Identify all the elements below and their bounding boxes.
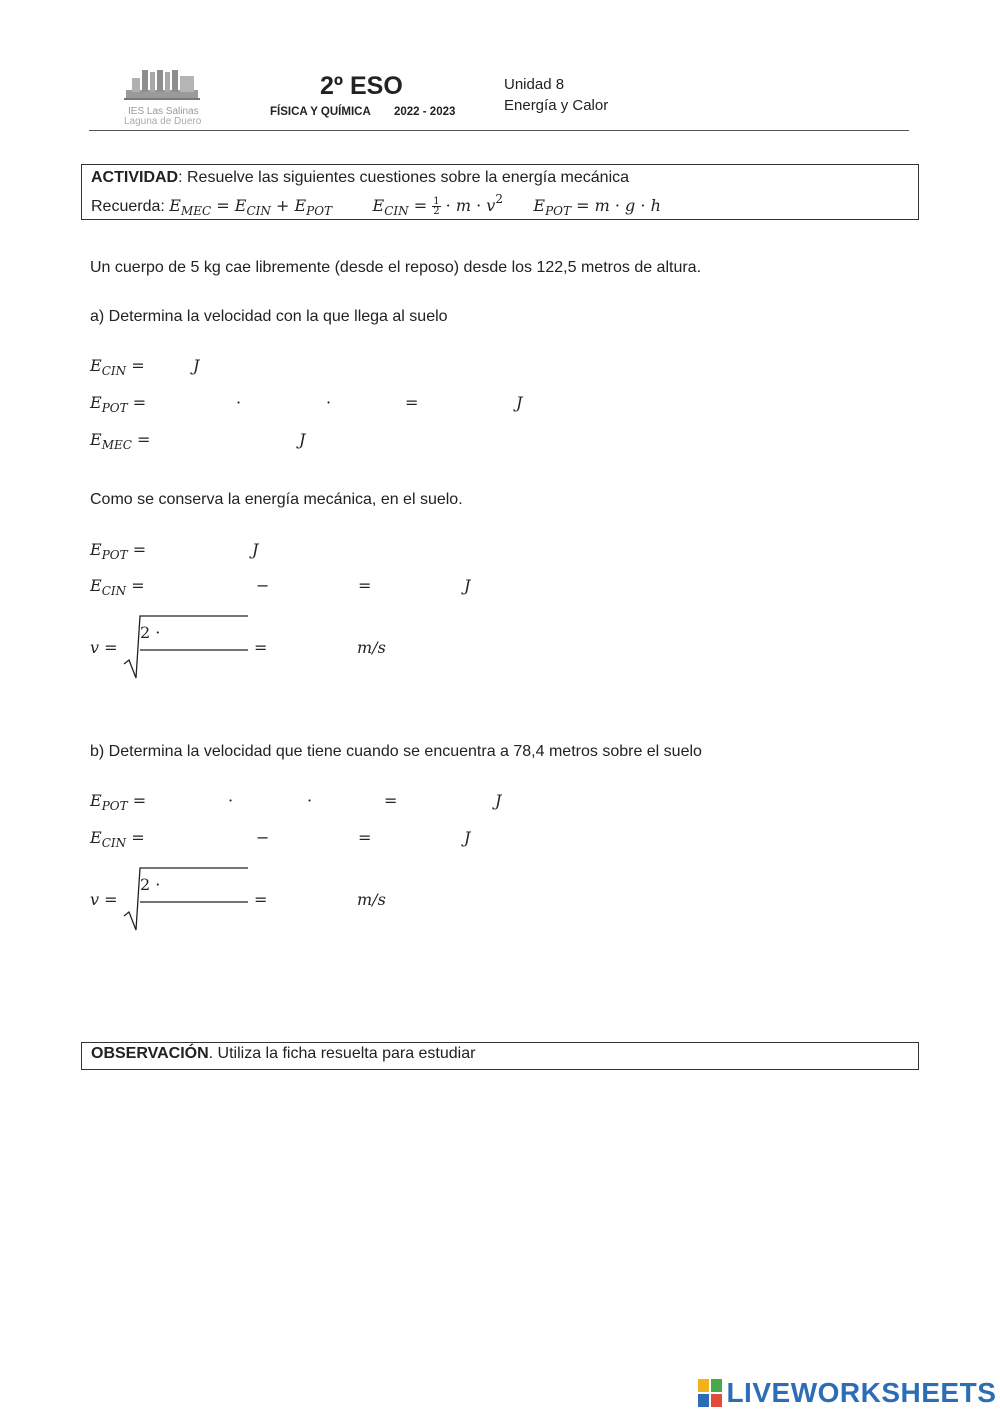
emec-a-input[interactable]: [156, 430, 300, 452]
formula-ecin: $E_{CIN} = 1$ $2 \cdot m \cdot v^2$: [372, 192, 503, 218]
epot-line-a: $E_{POT}$ = · · = J: [90, 393, 523, 415]
formula-emec: $E_{MEC} = E_{CIN} + E_{POT}$: [169, 196, 333, 218]
activity-text: : Resuelve las siguientes cuestiones sobre la energía mecánica: [178, 169, 630, 186]
epot-line-a2: $E_{POT}$ = J: [90, 540, 259, 562]
observation-box: [81, 1042, 919, 1070]
logo-text-2: Laguna de Duero: [124, 116, 202, 127]
header-divider: [89, 130, 909, 131]
epot-a2-unit: J: [252, 540, 259, 559]
ecin-line-a: $E_{CIN}$ = J: [90, 356, 550, 380]
epot-b-mass-input[interactable]: [152, 791, 230, 813]
emec-line-a: $E_{MEC}$ = J: [90, 430, 306, 452]
subject-label: FÍSICA Y QUÍMICA: [270, 106, 371, 118]
epot-line-b: $E_{POT}$ = · · = J: [90, 791, 502, 813]
logo-text-1: IES Las Salinas: [128, 106, 199, 117]
epot-b-result-input[interactable]: [404, 791, 496, 813]
ecin-a2-unit: J: [464, 576, 471, 595]
ecin-a2-epot-input[interactable]: [272, 576, 360, 598]
ecin-b-emec-input[interactable]: [152, 828, 256, 850]
liveworksheets-text: LIVEWORKSHEETS: [726, 1377, 997, 1408]
epot-a-mass-input[interactable]: [152, 393, 238, 415]
ecin-b-result-input[interactable]: [378, 828, 466, 850]
epot-b-height-input[interactable]: [320, 791, 386, 813]
sqrt-a-denominator-input[interactable]: [144, 654, 248, 676]
unit-topic: Energía y Calor: [504, 97, 609, 114]
activity-box: [81, 164, 919, 220]
ecin-line-a2: $E_{CIN}$ = − = J: [90, 576, 471, 598]
conservation-text: Como se conserva la energía mecánica, en el suelo.: [90, 491, 463, 508]
course-title: 2º ESO: [320, 72, 403, 100]
epot-a-unit: J: [516, 393, 523, 412]
activity-label: ACTIVIDAD: [91, 169, 179, 186]
problem-statement: Un cuerpo de 5 kg cae libremente (desde el reposo) desde los 122,5 metros de altura.: [90, 259, 702, 276]
epot-a2-input[interactable]: [152, 540, 254, 562]
velocity-a-input[interactable]: [274, 638, 358, 660]
school-logo: [122, 68, 202, 127]
ecin-a2-result-input[interactable]: [378, 576, 466, 598]
emec-a-unit: J: [299, 430, 306, 449]
part-b-question: b) Determina la velocidad que tiene cuando se encuentra a 78,4 metros sobre el suelo: [90, 743, 702, 760]
sqrt-b-denominator-input[interactable]: [144, 906, 248, 928]
ecin-b-epot-input[interactable]: [272, 828, 360, 850]
velocity-a-unit: m/s: [357, 638, 386, 657]
building-icon: [122, 68, 202, 102]
ecin-b-unit: J: [464, 828, 471, 847]
velocity-line-b: v = 2 · = m/s: [90, 864, 410, 934]
velocity-b-input[interactable]: [274, 890, 358, 912]
unit-label: Unidad 8: [504, 76, 565, 93]
liveworksheets-icon: [698, 1379, 722, 1407]
observation-label: OBSERVACIÓN: [91, 1045, 209, 1062]
ecin-a-unit: J: [193, 356, 200, 375]
sqrt-b-numerator-input[interactable]: [166, 875, 248, 897]
formula-epot: $E_{POT} = m \cdot g \cdot h$: [533, 196, 661, 218]
ecin-line-b: $E_{CIN}$ = − = J: [90, 828, 471, 850]
liveworksheets-logo: [698, 1377, 996, 1411]
velocity-line-a: v = 2 · = m/s: [90, 612, 410, 682]
epot-a-result-input[interactable]: [425, 393, 517, 415]
formula-line: [91, 192, 661, 218]
epot-a-gravity-input[interactable]: [248, 393, 328, 415]
velocity-b-unit: m/s: [357, 890, 386, 909]
epot-b-unit: J: [495, 791, 502, 810]
ecin-a2-emec-input[interactable]: [152, 576, 256, 598]
observation-text: . Utiliza la ficha resuelta para estudiar: [208, 1045, 476, 1062]
epot-a-height-input[interactable]: [338, 393, 406, 415]
sqrt-a-numerator-input[interactable]: [166, 623, 248, 645]
remember-label: Recuerda:: [91, 198, 170, 215]
part-a-question: a) Determina la velocidad con la que llega al suelo: [90, 308, 448, 325]
year-label: 2022 - 2023: [394, 106, 456, 118]
activity-heading: [91, 169, 629, 187]
epot-b-gravity-input[interactable]: [240, 791, 310, 813]
